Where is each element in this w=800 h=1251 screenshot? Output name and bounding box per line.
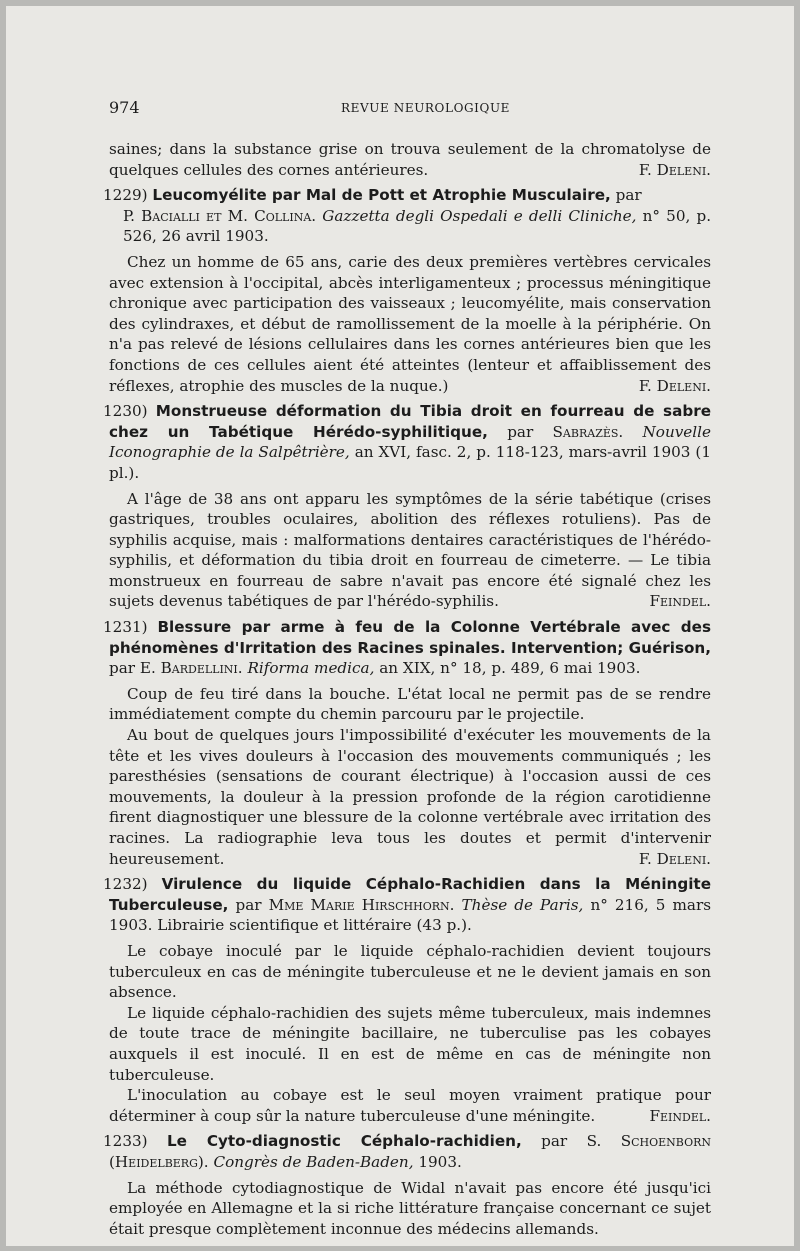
entry-source: Thèse de Paris,: [461, 895, 584, 914]
paragraph-text: La méthode cytodiagnostique de Widal n'avait pas encore été jusqu'ici employée en Allemagne et la si riche littérature française concernant ce sujet était presque complètement inconnue des médecins allemands.: [109, 1178, 711, 1238]
abstract-entry: [103, 874, 711, 1126]
entry-title: Monstrueuse déformation du Tibia droit en fourreau de sabre chez un Tabétique Hérédo-syphilitique,: [109, 402, 711, 441]
entry-number: 1232): [103, 875, 148, 894]
entry-title: Leucomyélite par Mal de Pott et Atrophie Musculaire,: [152, 186, 611, 205]
authors-lead: par: [235, 895, 262, 914]
entry-title: Blessure par arme à feu de la Colonne Vertébrale avec des phénomènes d'Irritation des Racines spinales. Intervention; Guérison,: [109, 618, 711, 657]
entry-details: n° 50, p. 526, 26 avril 1903.: [123, 206, 712, 246]
paragraph-text: Chez un homme de 65 ans, carie des deux premières vertèbres cervicales avec extension à l'occipital, abcès interligamenteux ; processus méningitique chronique avec participation des vaisseaux ; leucomyélite, mais conservation des cylindraxes, et début de ramollissement de la moelle à la périphérie. On n'a pas relevé de lésions cellulaires dans les cornes antérieures bien que les fonctions de ces cellules aient été atteintes (lenteur et affaiblissement des réflexes, atrophie des muscles de la nuque.): [109, 252, 711, 395]
entry-source: Riforma medica,: [247, 659, 375, 678]
signature: F. Deleni.: [638, 849, 711, 868]
paragraph-text: L'inoculation au cobaye est le seul moyen vraiment pratique pour déterminer à coup sûr la nature tuberculeuse d'une méningite.: [109, 1086, 711, 1125]
entry-heading: [103, 185, 711, 206]
abstract-entry: [103, 617, 711, 869]
intro-paragraph: [109, 139, 711, 180]
entry-heading: [103, 617, 711, 679]
entry-title: Le Cyto-diagnostic Céphalo-rachidien,: [166, 1132, 522, 1151]
entry-paragraph: [109, 1003, 711, 1085]
entry-authors: P. Bacialli et M. Collina.: [123, 206, 317, 225]
entry-number: 1229): [103, 186, 148, 205]
abstract-entry: [103, 185, 712, 396]
entry-authors: Sabrazès.: [552, 422, 624, 441]
entry-details: an XVI, fasc. 2, p. 118-123, mars-avril 1903 (1 pl.).: [109, 443, 712, 482]
entry-details: 1903.: [418, 1152, 462, 1171]
running-title: REVUE NEUROLOGIQUE: [341, 101, 511, 115]
page-number: 974: [109, 98, 140, 117]
entry-source: Gazzetta degli Ospedali e delli Cliniche,: [322, 206, 637, 225]
entry-authors: S. Schoenborn (Heidelberg).: [109, 1132, 711, 1171]
entry-heading: [103, 401, 712, 483]
entry-reference: [109, 206, 711, 247]
signature: F. Deleni.: [638, 160, 711, 179]
intro-text: saines; dans la substance grise on trouva seulement de la chromatolyse de quelques cellules des cornes antérieures.: [109, 140, 711, 179]
signature: Feindel.: [649, 592, 711, 611]
signature: F. Deleni.: [638, 376, 711, 395]
paragraph-text: Le cobaye inoculé par le liquide céphalo-rachidien devient toujours tuberculeux en cas de méningite tuberculeuse et ne le devient jamais en son absence.: [109, 941, 711, 1002]
page-header: [109, 98, 711, 120]
entry-source: Nouvelle Iconographie de la Salpêtrière,: [109, 422, 712, 462]
entry-paragraph: [109, 1085, 711, 1126]
entry-number: 1233): [103, 1132, 148, 1151]
entry-paragraph: [109, 1178, 711, 1240]
authors-lead: par: [541, 1132, 568, 1151]
entry-authors: Mme Marie Hirschhorn.: [268, 895, 455, 914]
paragraph-text: Au bout de quelques jours l'impossibilité d'exécuter les mouvements de la tête et les vives douleurs à l'occasion des mouvements communiqués ; les paresthésies (sensations de courant électrique) à l'occasion aussi de ces mouvements, la douleur à la pression profonde de la région carotidienne firent diagnostiquer une blessure de la colonne vertébrale avec irritation des racines. La radiographie leva tous les doutes et permit d'intervenir heureusement.: [109, 726, 711, 868]
signature: Feindel.: [649, 1106, 711, 1125]
abstract-entry: [103, 1131, 711, 1239]
paragraph-text: Coup de feu tiré dans la bouche. L'état local ne permit pas de se rendre immédiatement compte du chemin parcouru par le projectile.: [109, 684, 711, 724]
entry-number: 1231): [103, 618, 148, 637]
scanned-page: [6, 6, 794, 1246]
entry-paragraph: [109, 941, 711, 1003]
entry-paragraph: [109, 489, 711, 613]
authors-lead: par: [615, 186, 642, 205]
entry-details: n° 216, 5 mars 1903. Librairie scientifique et littéraire (43 p.).: [109, 895, 711, 935]
entry-heading: [103, 1131, 711, 1172]
entry-title: Virulence du liquide Céphalo-Rachidien dans la Méningite Tuberculeuse,: [109, 875, 711, 914]
paragraph-text: Le liquide céphalo-rachidien des sujets même tuberculeux, mais indemnes de toute trace de méningite bacillaire, ne tuberculise pas les cobayes auxquels il est inoculé. Il en est de même en cas de méningite non tuberculeuse.: [109, 1003, 711, 1084]
entry-source: Congrès de Baden-Baden,: [213, 1152, 414, 1171]
entry-paragraph: [109, 684, 711, 725]
paragraph-text: A l'âge de 38 ans ont apparu les symptômes de la série tabétique (crises gastriques, troubles oculaires, abolition des réflexes rotuliens). Pas de syphilis acquise, mais : malformations dentaires caractéristiques de l'hérédo-syphilis, et déformation du tibia droit en fourreau de cimeterre. — Le tibia monstrueux en fourreau de sabre n'avait pas encore été signalé chez les sujets devenus tabétiques de par l'hérédo-syphilis.: [109, 489, 711, 611]
abstract-entry: [103, 401, 712, 612]
entry-authors: E. Bardellini.: [139, 659, 243, 678]
authors-lead: par: [109, 659, 136, 678]
authors-lead: par: [507, 422, 534, 441]
entry-paragraph: [109, 252, 711, 396]
entry-number: 1230): [103, 402, 148, 421]
entry-details: an XIX, n° 18, p. 489, 6 mai 1903.: [379, 659, 641, 678]
entry-paragraph: [109, 725, 711, 869]
article-body: [103, 139, 712, 1239]
entry-heading: [103, 874, 711, 936]
